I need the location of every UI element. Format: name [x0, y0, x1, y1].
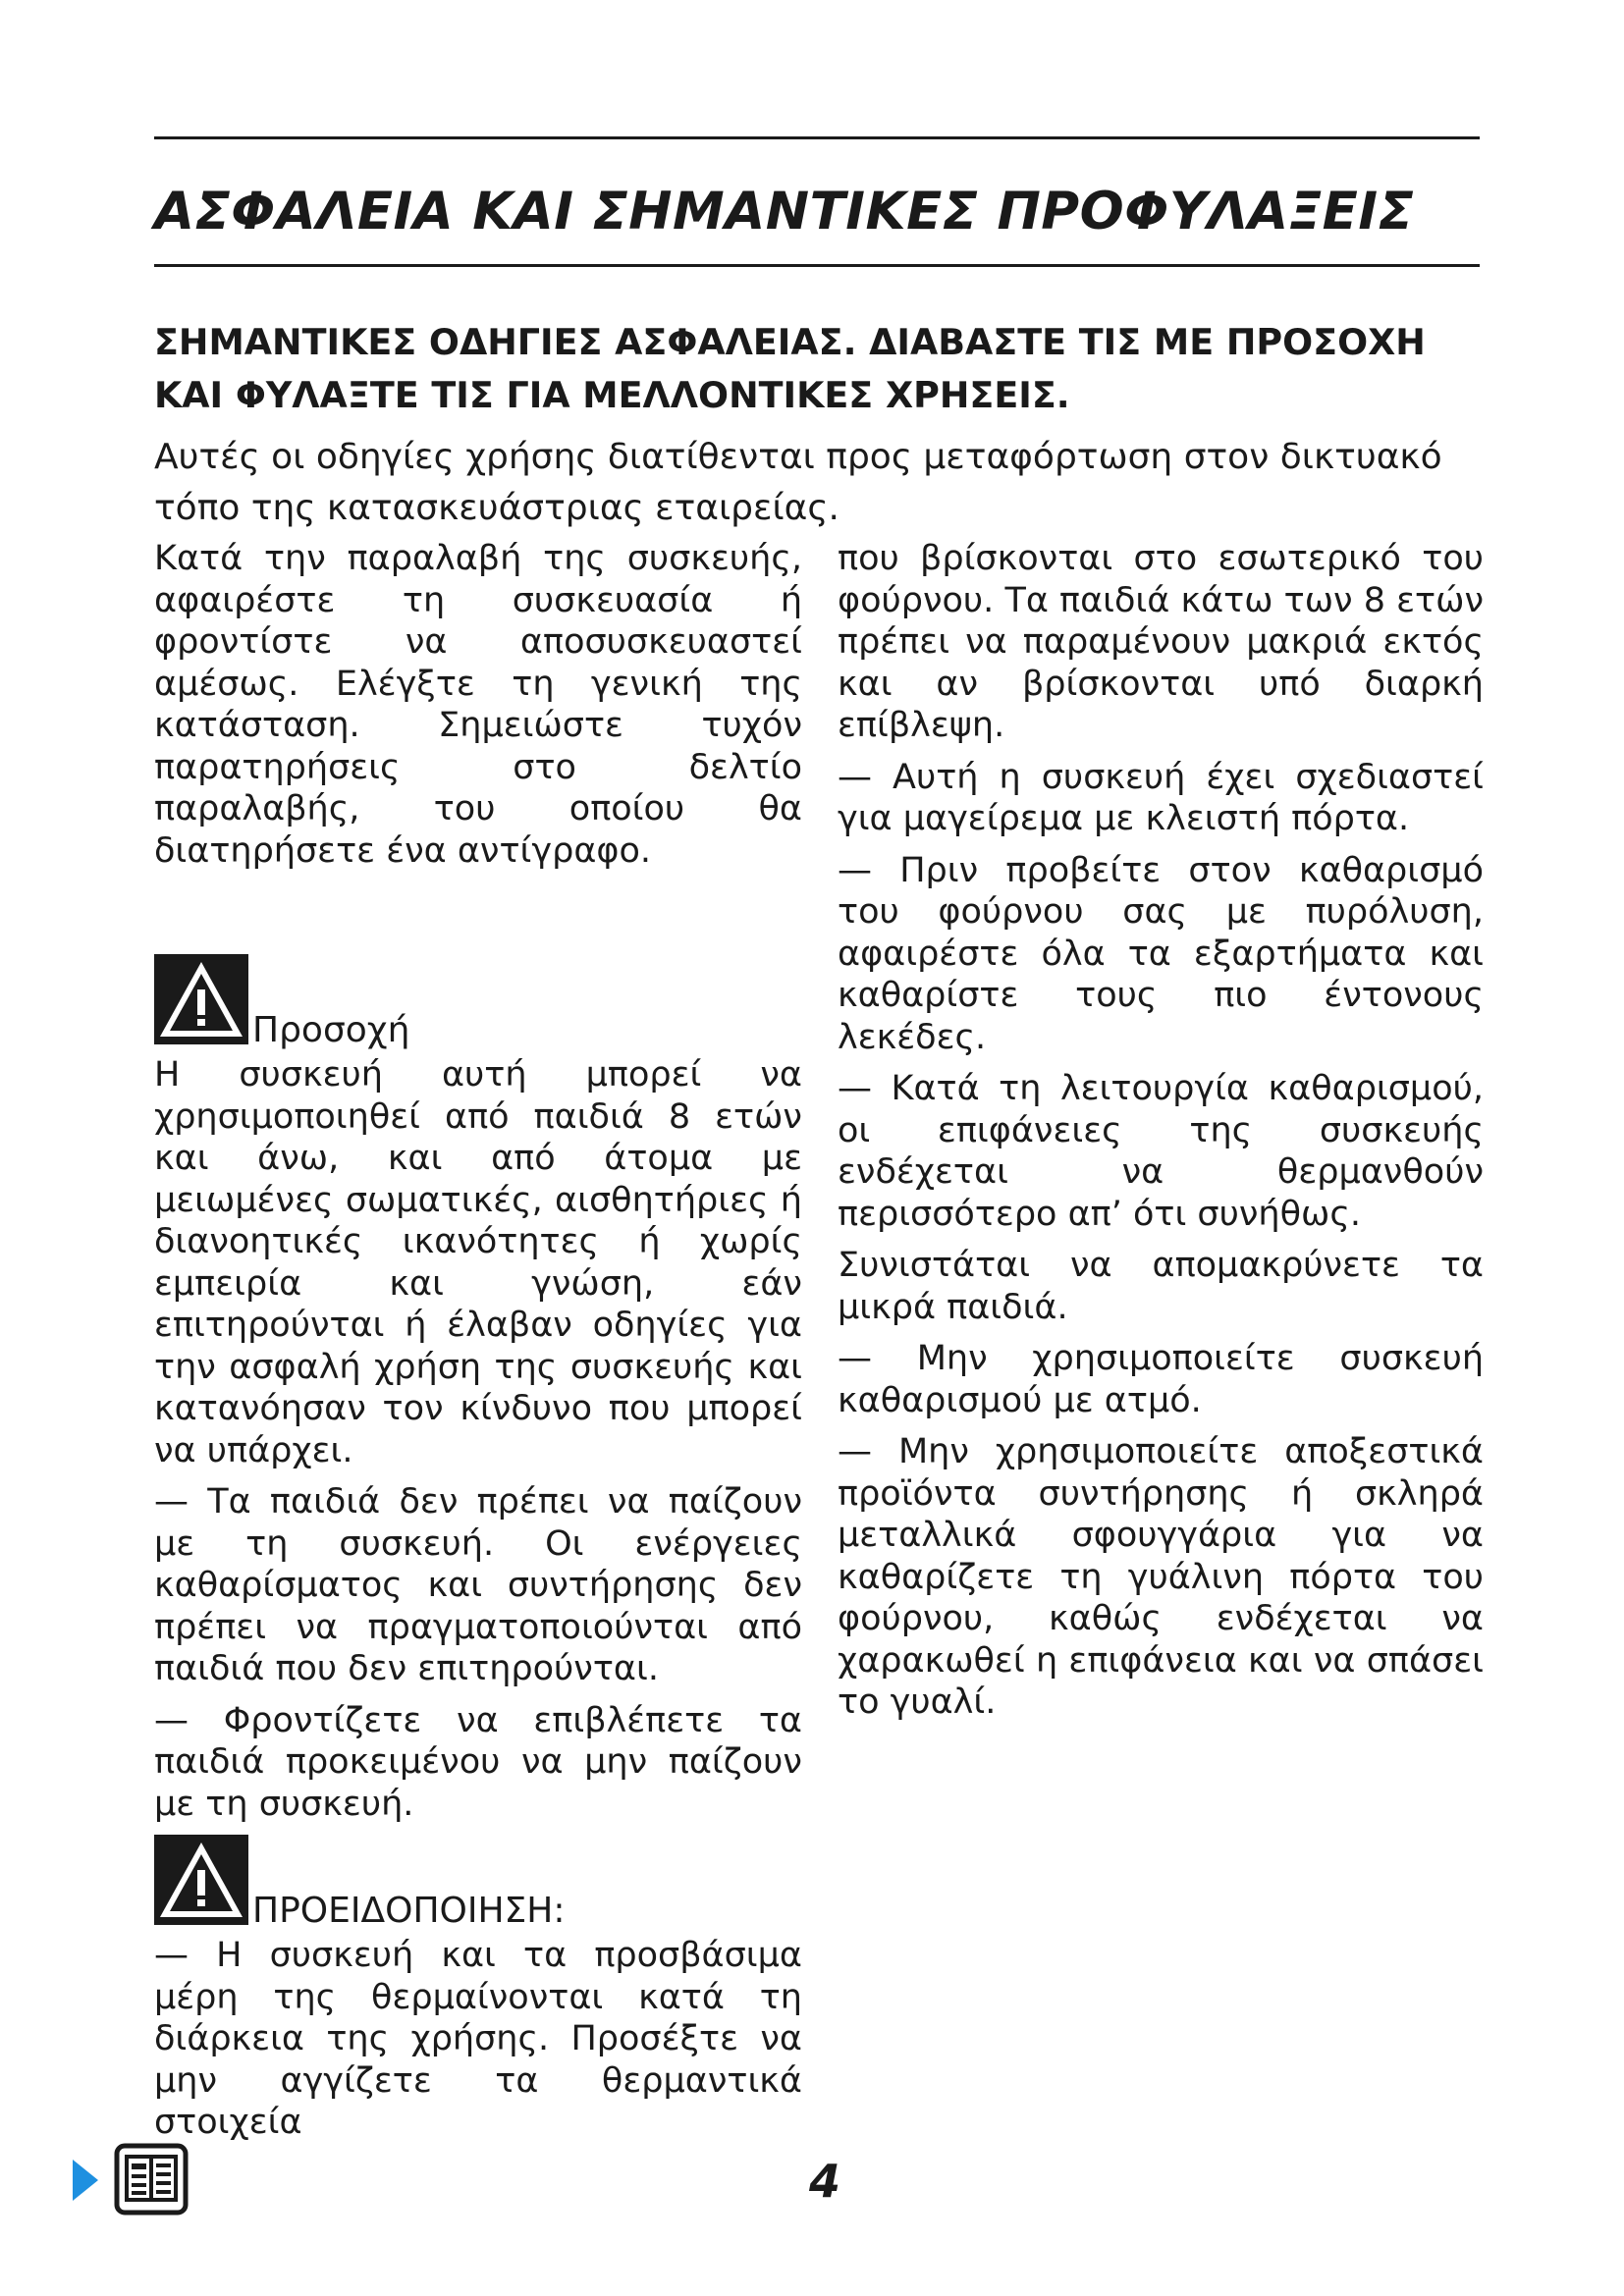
warning-heading [154, 1835, 802, 1931]
page-number: 4 [808, 2155, 840, 2208]
table-of-contents-icon[interactable] [114, 2143, 189, 2216]
intro-paragraph: Αυτές οι οδηγίες χρήσης διατίθενται προς μεταφόρτωση στον δικτυακό τόπο της κατασκευάστριας εταιρείας. [154, 437, 1442, 528]
children-play-paragraph: — Τα παιδιά δεν πρέπει να παίζουν με τη συσκευή. Οι ενέργειες καθαρίσματος και συντήρησης δεν πρέπει να πραγματοποιούνται από παιδιά που δεν επιτηρούνται. [154, 1482, 802, 1688]
warning-paragraph: — Η συσκευή και τα προσβάσιμα μέρη της θερμαίνονται κατά τη διάρκεια της χρήσης. Προσέξτε να μην αγγίζετε τα θερμαντικά στοιχεία [154, 1936, 802, 2142]
caution-paragraph: Η συσκευή αυτή μπορεί να χρησιμοποιηθεί από παιδιά 8 ετών και άνω, και από άτομα με μειωμένες σωματικές, αισθητήριες ή διανοητικές ικανότητες ή χωρίς εμπειρία και γνώση, εάν επιτηρούνται ή έλαβαν οδηγίες για την ασφαλή χρήση της συσκευής και κατανόησαν τον κίνδυνο που μπορεί να υπάρχει. [154, 1055, 802, 1470]
no-steam-paragraph: — Μην χρησιμοποιείτε συσκευή καθαρισμού με ατμό. [838, 1339, 1484, 1420]
keep-children-paragraph: Συνιστάται να απομακρύνετε τα μικρά παιδιά. [838, 1246, 1484, 1327]
title-underline [154, 264, 1480, 267]
section-heading: ΣΗΜΑΝΤΙΚΕΣ ΟΔΗΓΙΕΣ ΑΣΦΑΛΕΙΑΣ. ΔΙΑΒΑΣΤΕ ΤΙΣ ΜΕ ΠΡΟΣΟΧΗ ΚΑΙ ΦΥΛΑΞΤΕ ΤΙΣ ΓΙΑ ΜΕΛΛΟΝΤΙΚΕΣ ΧΡΗΣΕΙΣ. [154, 321, 1426, 416]
warning-label: ΠΡΟΕΙΔΟΠΟΙΗΣΗ: [252, 1891, 566, 1931]
pyrolysis-paragraph: — Πριν προβείτε στον καθαρισμό του φούρνου σας με πυρόλυση, αφαιρέστε όλα τα εξαρτήματα και καθαρίστε τους πιο έντονους λεκέδες. [838, 850, 1484, 1057]
play-arrow-icon[interactable] [71, 2158, 100, 2203]
page-title: ΑΣΦΑΛΕΙΑ ΚΑΙ ΣΗΜΑΝΤΙΚΕΣ ΠΡΟΦΥΛΑΞΕΙΣ [154, 182, 1415, 241]
supervise-paragraph: — Φροντίζετε να επιβλέπετε τα παιδιά προκειμένου να μην παίζουν με τη συσκευή. [154, 1700, 802, 1824]
cleaning-heat-paragraph: — Κατά τη λειτουργία καθαρισμού, οι επιφάνειες της συσκευής ενδέχεται να θερμανθούν περισσότερο απ’ ότι συνήθως. [838, 1069, 1484, 1234]
warning-triangle-icon [154, 1835, 248, 1925]
heating-elements-continued: που βρίσκονται στο εσωτερικό του φούρνου. Τα παιδιά κάτω των 8 ετών πρέπει να παραμένουν μακριά εκτός και αν βρίσκονται υπό διαρκή επίβλεψη. [838, 539, 1484, 745]
warning-triangle-icon [154, 954, 248, 1044]
receipt-paragraph: Κατά την παραλαβή της συσκευής, αφαιρέστε τη συσκευασία ή φροντίστε να αποσυσκευαστεί αμέσως. Ελέγξτε τη γενική της κατάσταση. Σημειώστε τυχόν παρατηρήσεις στο δελτίο παραλαβής, του οποίου θα διατηρήσετε ένα αντίγραφο. [154, 539, 802, 871]
left-column [154, 538, 802, 2144]
top-rule [154, 136, 1480, 139]
right-column [838, 538, 1484, 1724]
caution-label: Προσοχή [252, 1010, 410, 1050]
no-abrasives-paragraph: — Μην χρησιμοποιείτε αποξεστικά προϊόντα συντήρησης ή σκληρά μεταλλικά σφουγγάρια για να καθαρίζετε τη γυάλινη πόρτα του φούρνου, καθώς ενδέχεται να χαρακωθεί η επιφάνεια και να σπάσει το γυαλί. [838, 1432, 1484, 1722]
caution-heading [154, 954, 802, 1050]
closed-door-paragraph: — Αυτή η συσκευή έχει σχεδιαστεί για μαγείρεμα με κλειστή πόρτα. [838, 757, 1484, 838]
